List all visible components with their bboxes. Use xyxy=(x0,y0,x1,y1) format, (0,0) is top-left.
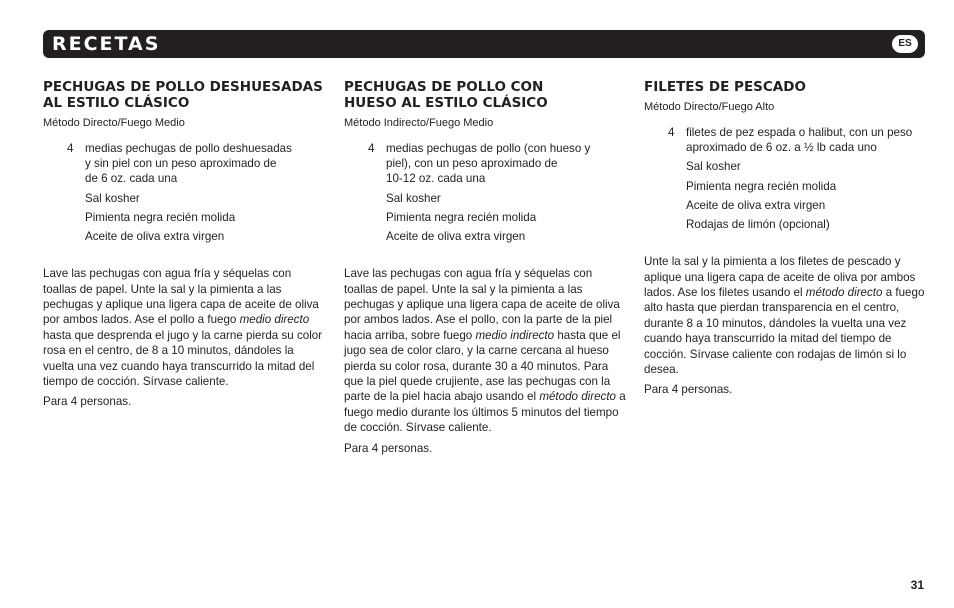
recipe-servings: Para 4 personas. xyxy=(43,395,132,409)
recipe-method: Método Directo/Fuego Alto xyxy=(644,101,775,113)
ingredient-list xyxy=(43,141,325,244)
ingredient-item xyxy=(344,191,626,206)
recipe-instructions xyxy=(344,266,626,435)
ingredient-item xyxy=(644,217,926,232)
recipe-title: PECHUGAS DE POLLO DESHUESADAS AL ESTILO CLÁSICO xyxy=(43,79,323,111)
ingredient-text: Sal kosher xyxy=(85,191,140,205)
page-number: 31 xyxy=(910,578,924,592)
recipe-instructions xyxy=(644,254,926,377)
ingredient-text: Rodajas de limón (opcional) xyxy=(686,218,830,232)
ingredient-text: medias pechugas de pollo deshuesadas y sin piel con un peso aproximado de de 6 oz. cada una xyxy=(85,142,292,186)
recipe-servings: Para 4 personas. xyxy=(344,441,433,455)
recipe-column-3 xyxy=(644,79,926,398)
recipe-column-1 xyxy=(43,79,325,410)
ingredient-item xyxy=(43,191,325,206)
ingredient-item xyxy=(43,210,325,225)
instruction-emphasis: medio directo xyxy=(239,313,310,327)
ingredient-text: filetes de pez espada o halibut, con un peso aproximado de 6 oz. a ½ lb cada uno xyxy=(686,126,913,155)
ingredient-item xyxy=(644,198,926,213)
instruction-text: a fuego medio durante los últimos 5 minutos del tiempo de cocción. Sírvase caliente. xyxy=(344,390,626,435)
page-title: RECETAS xyxy=(52,33,161,55)
ingredient-quantity: 4 xyxy=(368,142,375,155)
instruction-text: hasta que el jugo sea de color claro, y la carne cercana al hueso pierda su color rosa, durante 30 a 40 minutos. Para que la piel quede crujiente, ase las pechugas con la parte de la piel hacia abajo usando el xyxy=(344,328,621,404)
recipe-title: PECHUGAS DE POLLO CON HUESO AL ESTILO CLÁSICO xyxy=(344,79,548,111)
instruction-emphasis: medio indirecto xyxy=(475,328,555,342)
ingredient-text: Pimienta negra recién molida xyxy=(386,210,537,224)
ingredient-text: Aceite de oliva extra virgen xyxy=(686,198,826,212)
instruction-text: a fuego alto hasta que pierdan transparencia en el centro, durante 8 a 10 minutos, dándoles la vuelta una vez cuando haya transcurrido la mitad del tiempo de cocción. Sírvase caliente con rodajas de limón si lo desea. xyxy=(644,286,925,377)
ingredient-item xyxy=(644,159,926,174)
ingredient-list xyxy=(344,141,626,244)
ingredient-text: Sal kosher xyxy=(686,160,741,174)
language-badge: ES xyxy=(892,35,918,53)
recipe-instructions xyxy=(43,266,325,389)
ingredient-quantity: 4 xyxy=(668,126,675,139)
ingredient-item xyxy=(644,125,926,155)
ingredient-item xyxy=(43,229,325,244)
recipe-servings: Para 4 personas. xyxy=(644,383,733,397)
ingredient-item xyxy=(43,141,325,187)
ingredient-text: Sal kosher xyxy=(386,191,441,205)
section-header xyxy=(43,30,925,58)
instruction-text: hasta que desprenda el jugo y la carne pierda su color rosa en el centro, de 8 a 10 minutos, dándoles la vuelta una vez cuando haya transcurrido la mitad del tiempo de cocción. Sírvase caliente. xyxy=(43,328,323,389)
instruction-emphasis: método directo xyxy=(805,286,883,300)
ingredient-item xyxy=(644,179,926,194)
recipe-column-2 xyxy=(344,79,626,456)
ingredient-quantity: 4 xyxy=(67,142,74,155)
instruction-emphasis: método directo xyxy=(539,390,617,404)
instruction-text: Lave las pechugas con agua fría y séquelas con toallas de papel. Unte la sal y la pimienta a las pechugas y aplique una ligera capa de aceite de oliva por ambos lados. Ase el pollo, con la parte de la piel hacia arriba, sobre fuego xyxy=(344,267,620,342)
ingredient-text: medias pechugas de pollo (con hueso y piel), con un peso aproximado de 10-12 oz. cada una xyxy=(386,142,591,186)
recipe-method: Método Indirecto/Fuego Medio xyxy=(344,117,494,129)
ingredient-list xyxy=(644,125,926,232)
recipe-method: Método Directo/Fuego Medio xyxy=(43,117,185,129)
instruction-text: Lave las pechugas con agua fría y séquelas con toallas de papel. Unte la sal y la pimienta a las pechugas y aplique una ligera capa de aceite de oliva por ambos lados. Ase el pollo a fuego xyxy=(43,267,319,327)
ingredient-item xyxy=(344,141,626,187)
ingredient-text: Aceite de oliva extra virgen xyxy=(85,230,225,244)
recipe-title: FILETES DE PESCADO xyxy=(644,79,806,95)
ingredient-text: Pimienta negra recién molida xyxy=(85,210,236,224)
ingredient-text: Pimienta negra recién molida xyxy=(686,179,837,193)
ingredient-item xyxy=(344,229,626,244)
ingredient-item xyxy=(344,210,626,225)
ingredient-text: Aceite de oliva extra virgen xyxy=(386,230,526,244)
instruction-text: Unte la sal y la pimienta a los filetes de pescado y aplique una ligera capa de aceite de oliva por ambos lados. Ase los filetes usando el xyxy=(644,255,916,300)
